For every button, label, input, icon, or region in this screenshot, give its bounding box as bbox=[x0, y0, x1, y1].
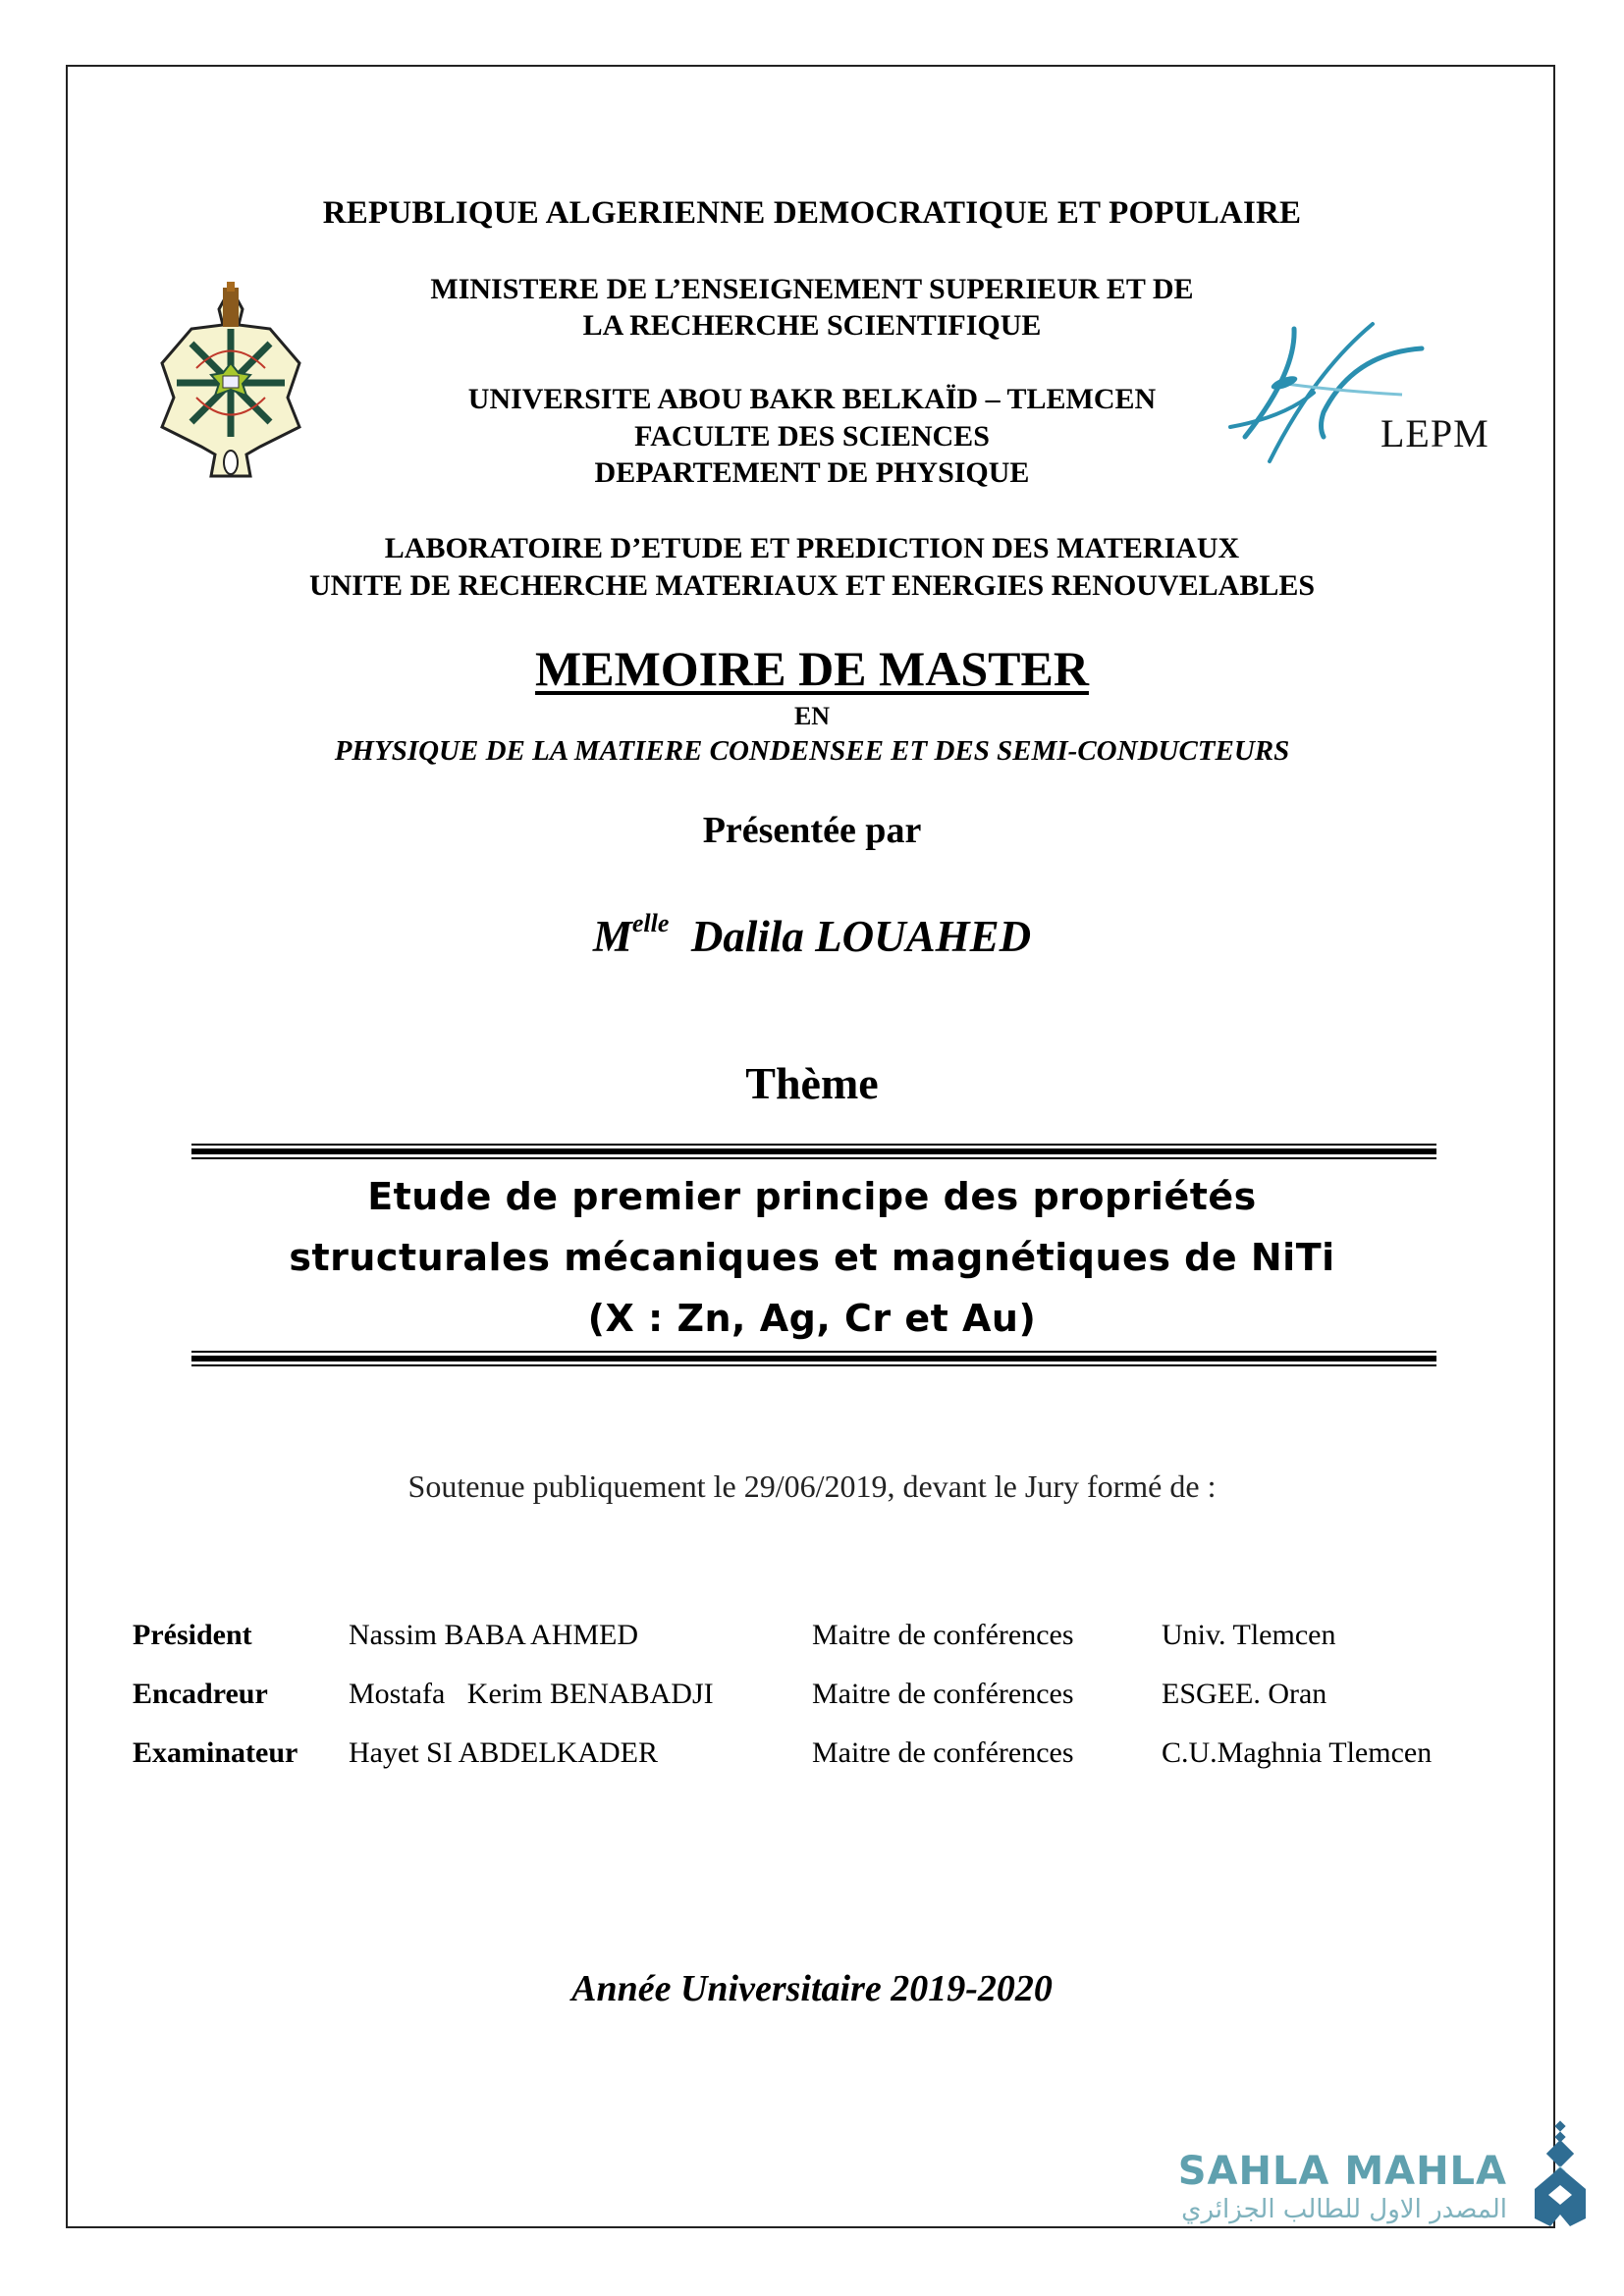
faculty-name: FACULTE DES SCIENCES bbox=[634, 420, 990, 453]
sahla-mahla-logo-icon bbox=[1527, 2120, 1596, 2228]
jury-role: Encadreur bbox=[133, 1678, 268, 1710]
department-name: DEPARTEMENT DE PHYSIQUE bbox=[594, 456, 1030, 489]
jury-institution: Univ. Tlemcen bbox=[1162, 1619, 1336, 1651]
jury-name: Hayet SI ABDELKADER bbox=[349, 1736, 658, 1769]
thesis-title-line-3: (X : Zn, Ag, Cr et Au) bbox=[587, 1297, 1037, 1340]
title-rule-top bbox=[191, 1144, 1436, 1159]
speciality: PHYSIQUE DE LA MATIERE CONDENSEE ET DES SEMI-CONDUCTEURS bbox=[334, 735, 1290, 767]
title-rule-bottom bbox=[191, 1351, 1436, 1366]
thesis-title-line-2: structurales mécaniques et magnétiques de NiTi bbox=[289, 1236, 1335, 1279]
emblem-icon bbox=[152, 280, 309, 481]
republic-heading: REPUBLIQUE ALGERIENNE DEMOCRATIQUE ET POPULAIRE bbox=[322, 195, 1302, 231]
presented-by-label: Présentée par bbox=[702, 810, 922, 851]
author-title: M bbox=[592, 912, 632, 961]
author-fullname: Dalila LOUAHED bbox=[690, 912, 1032, 961]
university-emblem-logo bbox=[152, 280, 309, 481]
lepm-logo bbox=[1225, 314, 1510, 471]
jury-grade: Maitre de conférences bbox=[812, 1619, 1074, 1651]
defense-statement: Soutenue publiquement le 29/06/2019, devant le Jury formé de : bbox=[407, 1468, 1217, 1504]
jury-institution: ESGEE. Oran bbox=[1162, 1678, 1327, 1710]
lab-line-1: LABORATOIRE D’ETUDE ET PREDICTION DES MATERIAUX bbox=[384, 532, 1240, 564]
jury-role: Président bbox=[133, 1619, 252, 1651]
jury-grade: Maitre de conférences bbox=[812, 1678, 1074, 1710]
jury-name: Nassim BABA AHMED bbox=[349, 1619, 639, 1651]
ministry-line-2: LA RECHERCHE SCIENTIFIQUE bbox=[582, 309, 1042, 342]
memoire-en: EN bbox=[793, 702, 831, 730]
university-name: UNIVERSITE ABOU BAKR BELKAÏD – TLEMCEN bbox=[467, 383, 1157, 415]
jury-name: Mostafa Kerim BENABADJI bbox=[349, 1678, 714, 1710]
sahla-mahla-watermark bbox=[1139, 2150, 1512, 2226]
thesis-title-line-1: Etude de premier principe des propriétés bbox=[367, 1175, 1257, 1218]
memoire-title: MEMOIRE DE MASTER bbox=[535, 641, 1089, 696]
lab-line-2: UNITE DE RECHERCHE MATERIAUX ET ENERGIES RENOUVELABLES bbox=[308, 569, 1316, 602]
lepm-text: LEPM bbox=[1380, 411, 1489, 455]
jury-grade: Maitre de conférences bbox=[812, 1736, 1074, 1769]
theme-label: Thème bbox=[745, 1058, 879, 1108]
jury-institution: C.U.Maghnia Tlemcen bbox=[1162, 1736, 1433, 1769]
author-name bbox=[0, 911, 1624, 962]
ministry-line-1: MINISTERE DE L’ENSEIGNEMENT SUPERIEUR ET DE bbox=[430, 273, 1194, 305]
author-title-sup: elle bbox=[631, 909, 670, 937]
academic-year: Année Universitaire 2019-2020 bbox=[571, 1968, 1053, 2009]
jury-role: Examinateur bbox=[133, 1736, 298, 1769]
watermark-arabic: المصدر الاول للطالب الجزائري bbox=[1181, 2195, 1507, 2224]
watermark-name: SAHLA MAHLA bbox=[1177, 2149, 1507, 2194]
